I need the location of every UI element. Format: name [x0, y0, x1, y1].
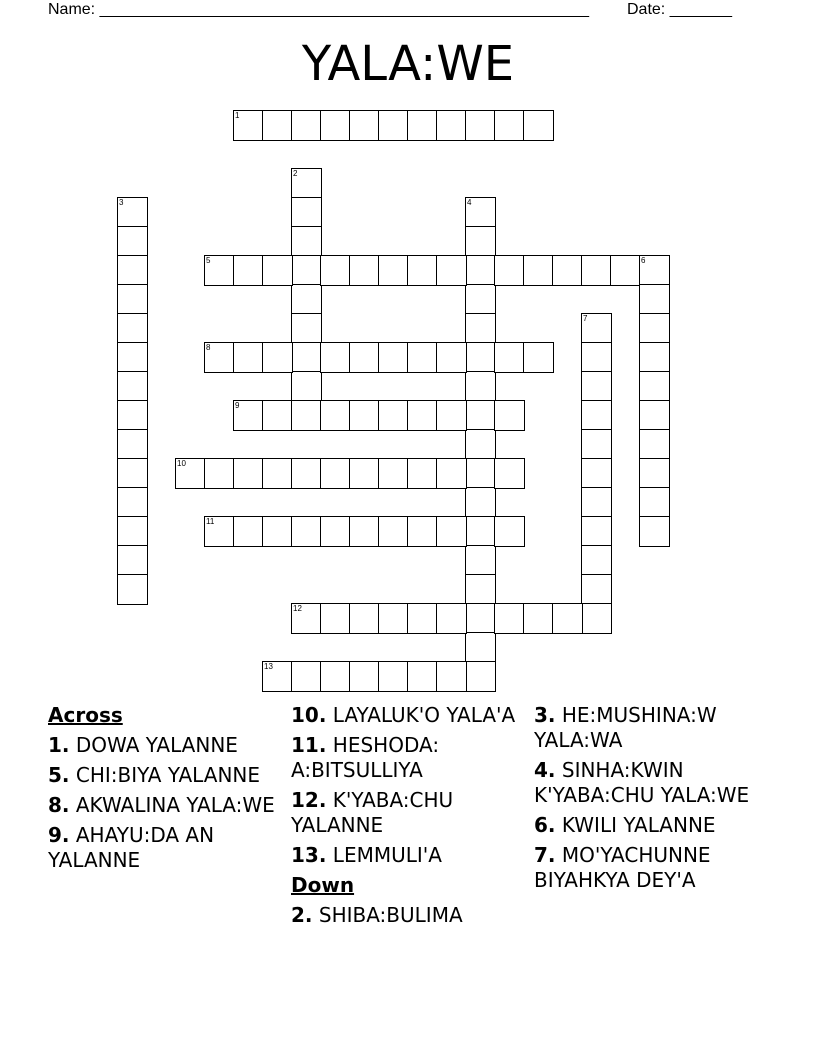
grid-cell[interactable] — [320, 458, 351, 489]
clue-number: 8 — [206, 343, 211, 352]
grid-cell[interactable] — [407, 400, 438, 431]
grid-cell[interactable] — [291, 313, 322, 344]
grid-cell[interactable] — [465, 255, 496, 286]
clue-number: 2 — [293, 169, 298, 178]
grid-cell[interactable] — [291, 458, 322, 489]
grid-cell[interactable] — [291, 661, 322, 692]
grid-cell[interactable] — [117, 313, 148, 344]
grid-cell[interactable] — [465, 371, 496, 402]
clue-down-7: 7. MO'YACHUNNE BIYAHKYA DEY'A — [534, 843, 711, 892]
grid-cell[interactable] — [204, 255, 235, 286]
grid-cell[interactable] — [407, 110, 438, 141]
grid-cell[interactable] — [320, 110, 351, 141]
grid-cell[interactable] — [262, 342, 293, 373]
grid-cell[interactable] — [204, 342, 235, 373]
grid-cell[interactable] — [349, 603, 380, 634]
grid-cell[interactable] — [262, 458, 293, 489]
grid-cell[interactable] — [175, 458, 206, 489]
grid-cell[interactable] — [349, 516, 380, 547]
grid-cell[interactable] — [349, 342, 380, 373]
grid-cell[interactable] — [407, 516, 438, 547]
grid-cell[interactable] — [291, 197, 322, 228]
grid-cell[interactable] — [378, 255, 409, 286]
grid-cell[interactable] — [117, 429, 148, 460]
grid-cell[interactable] — [407, 603, 438, 634]
grid-cell[interactable] — [639, 516, 670, 547]
grid-cell[interactable] — [436, 342, 467, 373]
across-heading: Across — [48, 703, 123, 727]
grid-cell[interactable] — [581, 371, 612, 402]
grid-cell[interactable] — [233, 110, 264, 141]
grid-cell[interactable] — [639, 313, 670, 344]
grid-cell[interactable] — [494, 110, 525, 141]
grid-cell[interactable] — [465, 487, 496, 518]
grid-cell[interactable] — [349, 255, 380, 286]
grid-cell[interactable] — [465, 603, 496, 634]
grid-cell[interactable] — [465, 400, 496, 431]
grid-cell[interactable] — [465, 661, 496, 692]
grid-cell[interactable] — [494, 342, 525, 373]
grid-cell[interactable] — [639, 371, 670, 402]
grid-cell[interactable] — [233, 400, 264, 431]
grid-cell[interactable] — [378, 400, 409, 431]
grid-cell[interactable] — [262, 516, 293, 547]
grid-cell[interactable] — [639, 400, 670, 431]
grid-cell[interactable] — [320, 661, 351, 692]
grid-cell[interactable] — [320, 400, 351, 431]
grid-cell[interactable] — [581, 342, 612, 373]
clue-number: 9 — [235, 401, 240, 410]
clue-number: 5 — [206, 256, 211, 265]
clue-number: 7 — [583, 314, 588, 323]
name-line: Name: _______________________________________________________ — [48, 1, 589, 18]
grid-cell[interactable] — [349, 661, 380, 692]
clue-across-12: 12. K'YABA:CHU YALANNE — [291, 788, 454, 837]
grid-cell[interactable] — [117, 458, 148, 489]
grid-cell[interactable] — [581, 487, 612, 518]
grid-cell[interactable] — [581, 545, 612, 576]
grid-cell[interactable] — [465, 516, 496, 547]
grid-cell[interactable] — [117, 487, 148, 518]
grid-cell[interactable] — [291, 255, 322, 286]
grid-cell[interactable] — [117, 400, 148, 431]
grid-cell[interactable] — [291, 603, 322, 634]
grid-cell[interactable] — [436, 603, 467, 634]
grid-cell[interactable] — [291, 516, 322, 547]
grid-cell[interactable] — [552, 255, 583, 286]
clue-number: 11 — [206, 517, 215, 526]
grid-cell[interactable] — [204, 458, 235, 489]
grid-cell[interactable] — [407, 255, 438, 286]
grid-cell[interactable] — [204, 516, 235, 547]
grid-cell[interactable] — [581, 603, 612, 634]
clue-column-1 — [48, 703, 278, 878]
grid-cell[interactable] — [291, 226, 322, 257]
grid-cell[interactable] — [117, 284, 148, 315]
grid-cell[interactable] — [465, 226, 496, 257]
grid-cell[interactable] — [291, 342, 322, 373]
grid-cell[interactable] — [291, 110, 322, 141]
clue-down-3: 3. HE:MUSHINA:W YALA:WA — [534, 703, 717, 752]
grid-cell[interactable] — [639, 429, 670, 460]
grid-cell[interactable] — [262, 661, 293, 692]
clue-number: 4 — [467, 198, 472, 207]
grid-cell[interactable] — [378, 661, 409, 692]
grid-cell[interactable] — [320, 603, 351, 634]
grid-cell[interactable] — [117, 516, 148, 547]
clue-across-5: 5. CHI:BIYA YALANNE — [48, 763, 261, 787]
grid-cell[interactable] — [581, 429, 612, 460]
grid-cell[interactable] — [262, 400, 293, 431]
grid-cell[interactable] — [465, 197, 496, 228]
grid-cell[interactable] — [320, 516, 351, 547]
grid-cell[interactable] — [117, 574, 148, 605]
grid-cell[interactable] — [117, 371, 148, 402]
clue-across-1: 1. DOWA YALANNE — [48, 733, 238, 757]
clue-column-2 — [291, 703, 521, 933]
clue-number: 12 — [293, 604, 302, 613]
grid-cell[interactable] — [581, 255, 612, 286]
grid-cell[interactable] — [233, 458, 264, 489]
clue-down-2: 2. SHIBA:BULIMA — [291, 903, 463, 927]
grid-cell[interactable] — [378, 603, 409, 634]
grid-cell[interactable] — [465, 429, 496, 460]
clue-number: 6 — [641, 256, 646, 265]
grid-cell[interactable] — [465, 313, 496, 344]
grid-cell[interactable] — [436, 255, 467, 286]
grid-cell[interactable] — [494, 516, 525, 547]
grid-cell[interactable] — [262, 255, 293, 286]
clue-down-6: 6. KWILI YALANNE — [534, 813, 716, 837]
grid-cell[interactable] — [436, 516, 467, 547]
grid-cell[interactable] — [436, 458, 467, 489]
grid-cell[interactable] — [117, 226, 148, 257]
clue-across-13: 13. LEMMULI'A — [291, 843, 442, 867]
grid-cell[interactable] — [494, 458, 525, 489]
puzzle-title: YALA:WE — [301, 36, 515, 92]
grid-cell[interactable] — [494, 400, 525, 431]
grid-cell[interactable] — [581, 574, 612, 605]
grid-cell[interactable] — [349, 110, 380, 141]
grid-cell[interactable] — [378, 110, 409, 141]
grid-cell[interactable] — [378, 516, 409, 547]
grid-cell[interactable] — [349, 458, 380, 489]
grid-cell[interactable] — [523, 255, 554, 286]
grid-cell[interactable] — [262, 110, 293, 141]
grid-cell[interactable] — [494, 255, 525, 286]
down-heading: Down — [291, 873, 355, 897]
grid-cell[interactable] — [407, 661, 438, 692]
clue-number: 13 — [264, 662, 273, 671]
grid-cell[interactable] — [523, 342, 554, 373]
grid-cell[interactable] — [465, 342, 496, 373]
grid-cell[interactable] — [581, 458, 612, 489]
grid-cell[interactable] — [581, 313, 612, 344]
grid-cell[interactable] — [465, 458, 496, 489]
grid-cell[interactable] — [436, 661, 467, 692]
grid-cell[interactable] — [552, 603, 583, 634]
grid-cell[interactable] — [233, 255, 264, 286]
clue-across-11: 11. HESHODA: A:BITSULLIYA — [291, 733, 440, 782]
grid-cell[interactable] — [581, 400, 612, 431]
grid-cell[interactable] — [291, 284, 322, 315]
clue-number: 1 — [235, 111, 240, 120]
grid-cell[interactable] — [320, 255, 351, 286]
grid-cell[interactable] — [117, 197, 148, 228]
grid-cell[interactable] — [117, 545, 148, 576]
grid-cell[interactable] — [494, 603, 525, 634]
grid-cell[interactable] — [465, 632, 496, 663]
date-line: Date: _______ — [627, 1, 732, 18]
grid-cell[interactable] — [465, 545, 496, 576]
grid-cell[interactable] — [639, 487, 670, 518]
grid-cell[interactable] — [233, 342, 264, 373]
grid-cell[interactable] — [291, 168, 322, 199]
grid-cell[interactable] — [320, 342, 351, 373]
clue-down-4: 4. SINHA:KWIN K'YABA:CHU YALA:WE — [534, 758, 750, 807]
grid-cell[interactable] — [639, 458, 670, 489]
clue-number: 10 — [177, 459, 186, 468]
grid-cell[interactable] — [291, 371, 322, 402]
grid-cell[interactable] — [581, 516, 612, 547]
grid-cell[interactable] — [349, 400, 380, 431]
grid-cell[interactable] — [436, 110, 467, 141]
grid-cell[interactable] — [436, 400, 467, 431]
grid-cell[interactable] — [117, 255, 148, 286]
grid-cell[interactable] — [378, 458, 409, 489]
grid-cell[interactable] — [523, 603, 554, 634]
grid-cell[interactable] — [523, 110, 554, 141]
grid-cell[interactable] — [291, 400, 322, 431]
clue-across-8: 8. AKWALINA YALA:WE — [48, 793, 275, 817]
grid-cell[interactable] — [117, 342, 148, 373]
grid-cell[interactable] — [465, 284, 496, 315]
grid-cell[interactable] — [465, 574, 496, 605]
grid-cell[interactable] — [639, 342, 670, 373]
clue-across-9: 9. AHAYU:DA AN YALANNE — [48, 823, 215, 872]
grid-cell[interactable] — [407, 458, 438, 489]
clue-number: 3 — [119, 198, 124, 207]
grid-cell[interactable] — [407, 342, 438, 373]
grid-cell[interactable] — [639, 255, 670, 286]
grid-cell[interactable] — [378, 342, 409, 373]
grid-cell[interactable] — [233, 516, 264, 547]
grid-cell[interactable] — [610, 255, 641, 286]
grid-cell[interactable] — [639, 284, 670, 315]
clue-column-3 — [534, 703, 784, 898]
clue-across-10: 10. LAYALUK'O YALA'A — [291, 703, 516, 727]
grid-cell[interactable] — [465, 110, 496, 141]
